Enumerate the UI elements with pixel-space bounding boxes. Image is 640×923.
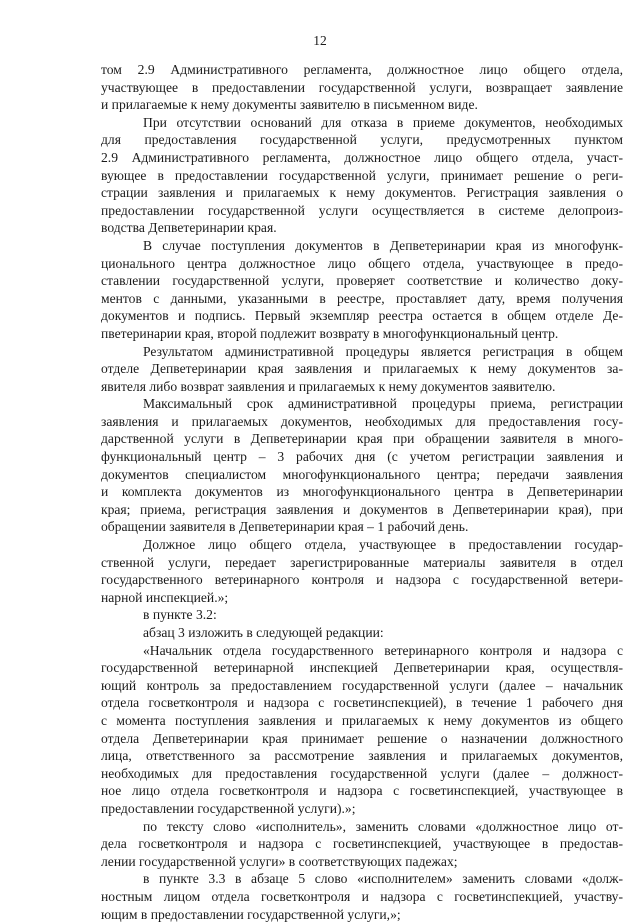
text-line: ментов с данными, указанными в реестре, проставляет дату, время получения [101,290,623,308]
text-line: предоставлении государственной услуги).»; [101,800,623,818]
text-line: отдела Депветеринарии края принимает решение о назначении должностного [101,730,623,748]
text-line: дарственной услуги в Депветеринарии края при обращении заявителя в много- [101,430,623,448]
text-line: ностным лицом отдела госветконтроля и надзора с госветинспекцией, участву- [101,888,623,906]
text-line: пветеринарии края, второй подлежит возврату в многофункциональный центр. [101,325,623,343]
text-line: документов и подпись. Первый экземпляр реестра остается в общем отделе Де- [101,307,623,325]
text-line: Должное лицо общего отдела, участвующее в предоставлении государ- [101,536,623,554]
text-line: обращении заявителя в Депветеринарии края – 1 рабочий день. [101,518,623,536]
text-line: государственного ветеринарного контроля и надзора с государственной ветери- [101,571,623,589]
text-line: необходимых для предоставления государственной услуги (далее – должност- [101,765,623,783]
text-line: участвующее в предоставлении государственной услуги, возвращает заявление [101,79,623,97]
text-line: в пункте 3.2: [101,606,623,624]
text-line: Результатом административной процедуры является регистрация в общем [101,343,623,361]
text-line: ющий контроль за предоставлением государственной услуги (далее – начальник [101,677,623,695]
text-line: ционального центра должностное лицо общего отдела, участвующее в предо- [101,255,623,273]
text-line: отдела госветконтроля и надзора с госветинспекцией), в течение 1 рабочего дня [101,694,623,712]
document-body [101,61,623,923]
text-line: государственной ветеринарной инспекцией Депветеринарии края, осуществля- [101,659,623,677]
text-line: для предоставления государственной услуги, предусмотренных пунктом [101,131,623,149]
text-line: предоставлении государственной услуги осуществляется в системе делопроиз- [101,202,623,220]
text-line: 2.9 Административного регламента, должностное лицо общего отдела, участ- [101,149,623,167]
text-line: функциональный центр – 3 рабочих дня (с учетом регистрации заявления и [101,448,623,466]
text-line: с момента поступления заявления и прилагаемых к нему документов из общего [101,712,623,730]
text-line: дела госветконтроля и надзора с госветинспекцией, участвующее в предостав- [101,835,623,853]
text-line: документов специалистом многофункционального центра; передачи заявления [101,466,623,484]
text-line: лении государственной услуги» в соответствующих падежах; [101,853,623,871]
text-line: по тексту слово «исполнитель», заменить словами «должностное лицо от- [101,818,623,836]
text-line: явителя либо возврат заявления и прилагаемых к нему документов заявителю. [101,378,623,396]
page-number: 12 [0,33,640,49]
text-line: Максимальный срок административной процедуры приема, регистрации [101,395,623,413]
text-line: заявления и прилагаемых документов, необходимых для предоставления госу- [101,413,623,431]
text-line: страции заявления и прилагаемых к нему документов. Регистрация заявления о [101,184,623,202]
text-line: «Начальник отдела государственного ветеринарного контроля и надзора с [101,642,623,660]
text-line: том 2.9 Административного регламента, должностное лицо общего отдела, [101,61,623,79]
text-line: водства Депветеринарии края. [101,219,623,237]
text-line: нарной инспекцией.»; [101,589,623,607]
text-line: При отсутствии оснований для отказа в приеме документов, необходимых [101,114,623,132]
text-line: края; приема, регистрация заявления и документов в Депветеринарии края), при [101,501,623,519]
text-line: В случае поступления документов в Депветеринарии края из многофунк- [101,237,623,255]
text-line: и комплекта документов из многофункционального центра в Депветеринарии [101,483,623,501]
text-line: абзац 3 изложить в следующей редакции: [101,624,623,642]
text-line: и прилагаемые к нему документы заявителю в письменном виде. [101,96,623,114]
text-line: лица, ответственного за рассмотрение заявления и прилагаемых документов, [101,747,623,765]
text-line: ставлении государственной услуги, проверяет соответствие и количество доку- [101,272,623,290]
text-line: ственной услуги, передает зарегистрированные материалы заявителя в отдел [101,554,623,572]
text-line: в пункте 3.3 в абзаце 5 слово «исполнителем» заменить словами «долж- [101,870,623,888]
text-line: ное лицо отдела госветконтроля и надзора с госветинспекцией, участвующее в [101,782,623,800]
text-line: отделе Депветеринарии края заявления и прилагаемых к нему документов за- [101,360,623,378]
text-line: вующее в предоставлении государственной услуги, принимает решение о реги- [101,167,623,185]
text-line: ющим в предоставлении государственной услуги,»; [101,906,623,923]
